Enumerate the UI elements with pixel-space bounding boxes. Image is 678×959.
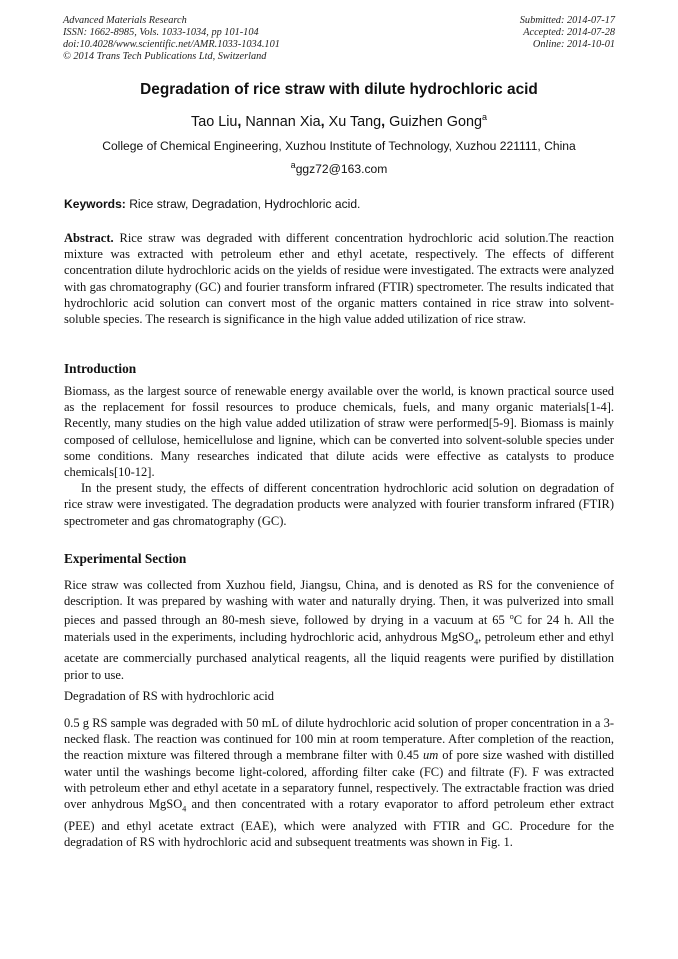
- introduction-heading: Introduction: [64, 361, 137, 376]
- text-run: of pore size washed with distilled water until the washings become light-colored, affording filter cake (FC) and filtrate (F). F was extracted with petroleum ether and ethyl acetate in a separatory funnel, respectively. The extractable fraction was dried over anhydrous MgSO: [64, 748, 614, 812]
- abstract-text: Rice straw was degraded with different concentration hydrochloric acid solution.The reaction mixture was extracted with petroleum ether and ethyl acetate, respectively. The effects of different concentration dilute hydrochloric acids on the yields of residue were investigated. The extracts were analyzed with gas chromatography (GC) and fourier transform infrared (FTIR) spectrometer. The results indicated that hydrochloric acid solution can convert most of the organic matters contained in rice straw into solvent-soluble species. The research is significance in the high value added utilization of rice straw.: [64, 231, 614, 327]
- email-superscript: a: [290, 159, 296, 170]
- abstract: [64, 230, 614, 327]
- journal-header-left: [63, 15, 280, 63]
- issn-line: ISSN: 1662-8985, Vols. 1033-1034, pp 101-104: [63, 27, 259, 38]
- author-separator: ,: [381, 114, 390, 130]
- unit-um: um: [422, 748, 439, 763]
- author-name: Nannan Xia: [245, 114, 321, 130]
- author-separator: ,: [320, 114, 329, 130]
- email-address: ggz72@163.com: [295, 162, 388, 176]
- introduction-body: [64, 383, 614, 529]
- introduction-paragraph-1: Biomass, as the largest source of renewable energy available over the world, is known practical source used as the replacement for fossil resources to produce chemicals, fuels, and many organic materials[1-4]. Recently, many studies on the high value added utilization of straw were performed[5-9]. Biomass is mainly composed of cellulose, hemicellulose and lignine, which can be converted into solvent-soluble species under some conditions. Many researches indicated that dilute acids were effective as catalysts to produce chemicals[10-12].: [64, 384, 614, 480]
- subscript: 4: [182, 804, 187, 814]
- author-superscript: a: [481, 112, 487, 123]
- author-name: Tao Liu: [191, 114, 238, 130]
- author-name: Xu Tang: [328, 114, 382, 130]
- experimental-heading: Experimental Section: [64, 551, 187, 566]
- online-date: Online: 2014-10-01: [532, 39, 615, 50]
- doi-line: doi:10.4028/www.scientific.net/AMR.1033-1034.101: [63, 39, 280, 50]
- text-run: C for 24 h. All the materials used in the experiments, including hydrochloric acid, anhydrous MgSO: [64, 613, 615, 644]
- submitted-date: Submitted: 2014-07-17: [519, 15, 615, 26]
- accepted-date: Accepted: 2014-07-28: [523, 27, 615, 38]
- keywords-text: Rice straw, Degradation, Hydrochloric acid.: [125, 197, 361, 211]
- experimental-paragraph-1: [64, 577, 614, 683]
- keywords-label: Keywords:: [64, 197, 126, 211]
- author-name: Guizhen Gong: [389, 114, 482, 130]
- author-separator: ,: [237, 114, 246, 130]
- contact-email: [0, 159, 678, 176]
- paper-title: Degradation of rice straw with dilute hydrochloric acid: [140, 81, 538, 98]
- affiliation: College of Chemical Engineering, Xuzhou Institute of Technology, Xuzhou 221111, China: [102, 139, 576, 153]
- text-run: Rice straw was collected from Xuzhou field, Jiangsu, China, and is denoted as RS for the convenience of description. It was prepared by washing with water and naturally drying. Then, it was pulverized into small pieces and passed through an 80-mesh sieve, followed by drying in a vacuum at 65: [64, 578, 614, 628]
- copyright-line: © 2014 Trans Tech Publications Ltd, Switzerland: [63, 51, 267, 62]
- introduction-paragraph-2: In the present study, the effects of different concentration hydrochloric acid solution on degradation of rice straw were investigated. The degradation products were analyzed with fourier transform infrared (FTIR) spectrometer and gas chromatography (GC).: [64, 481, 614, 528]
- subscript: 4: [474, 637, 479, 647]
- journal-header-right: [520, 15, 615, 51]
- abstract-label: Abstract.: [64, 231, 114, 245]
- text-run: and then concentrated with a rotary evaporator to afford petroleum ether extract (PEE) and ethyl acetate extract (EAE), which were analyzed with FTIR and GC. Procedure for the degradation of RS with hydrochloric acid and subsequent treatments was shown in Fig. 1.: [64, 797, 614, 849]
- degree-superscript: o: [509, 612, 514, 622]
- text-run: 0.5 g RS sample was degraded with 50 mL of dilute hydrochloric acid solution of proper concentration in a 3-necked flask. The reaction was continued for 100 min at room temperature. After completion of the reaction, the reaction mixture was filtered through a membrane filter with 0.45: [64, 716, 614, 763]
- author-list: [0, 114, 678, 130]
- text-run: , petroleum ether and ethyl acetate are commercially purchased analytical reagents, all the liquid reagents were purified by distillation prior to use.: [64, 629, 614, 682]
- degradation-paragraph: [64, 715, 614, 850]
- keywords: [64, 197, 616, 211]
- journal-name: Advanced Materials Research: [63, 15, 187, 26]
- degradation-subheading: Degradation of RS with hydrochloric acid: [64, 689, 275, 703]
